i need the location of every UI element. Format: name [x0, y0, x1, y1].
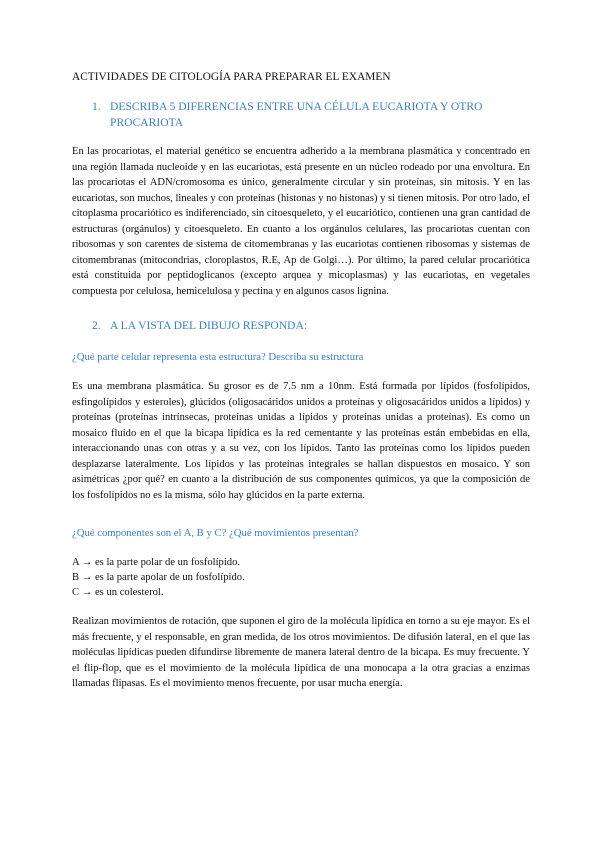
document-title: ACTIVIDADES DE CITOLOGÍA PARA PREPARAR EL EXAMEN — [72, 71, 391, 83]
question-1: ¿Qué parte celular representa esta estructura? Describa su estructura — [72, 351, 364, 363]
arrow-right-icon: → — [81, 587, 93, 598]
components-list — [72, 555, 245, 600]
section-2-heading — [92, 318, 512, 334]
section-1-number: 1. — [92, 100, 101, 113]
section-1-paragraph: En las procariotas, el material genético se encuentra adherido a la membrana plasmática y concentrado en una región llamada nucleoide y en las eucariotas, está presente en un núcleo rodeado por una envoltura. En las procariotas el ADN/cromosoma es único, generalmente circular y sin proteínas, sin mitosis. Y en las eucariotas, son muchos, lineales y con proteínas (histonas y no histonas) y si tienen mitosis. Por otro lado, el citoplasma procariótico es indiferenciado, sin citoesqueleto, y el eucariótico, contienen una gran cantidad de estructuras (orgánulos) y citoesqueleto. En cuanto a los orgánulos celulares, las procariotas cuentan con ribosomas y son carentes de sistema de citomembranas y las eucariotas contienen ribosomas y sistemas de citomembranas (mitocondrias, cloroplastos, R.E, Ap de Golgi…). Por último, la pared celular procariótica está constituida por peptidoglicanos (excepto arquea y micoplasmas) y las eucariotas, en vegetales compuesta por celulosa, hemicelulosa y pectina y en algunos casos lignina. — [72, 146, 530, 297]
section-2-heading-text: A LA VISTA DEL DIBUJO RESPONDA: — [110, 319, 308, 332]
component-item-b: B → es la parte apolar de un fosfolípido. — [72, 572, 245, 583]
component-item-c: C → es un colesterol. — [72, 587, 164, 598]
answer-1-paragraph: Es una membrana plasmática. Su grosor es de 7.5 nm a 10nm. Está formada por lípidos (fosfolípidos, esfingolípidos y esteroles), glúcidos (oligosacáridos unidos a proteínas y oligosacáridos unidos a lípidos) y proteínas (proteínas intrínsecas, proteínas unidas a lípidos y proteínas unidas a proteínas). Es como un mosaico fluido en el que la bicapa lipídica es la red cementante y las proteínas están embebidas en ella, interaccionando unas con otras y a su vez, con los lípidos. Tanto las proteínas como los lípidos pueden desplazarse lateralmente. Los lípidos y las proteínas integrales se hallan dispuestos en mosaico. Y son asimétricas ¿por qué? en cuanto a la distribución de sus componentes químicos, ya que la composición de los fosfolípidos no es la misma, sólo hay glúcidos en la parte externa. — [72, 381, 530, 501]
section-1-heading — [92, 99, 512, 131]
answer-2-paragraph: Realizan movimientos de rotación, que suponen el giro de la molécula lipídica en torno a su eje mayor. Es el más frecuente, y el responsable, en gran medida, de los otros movimientos. De difusión lateral, en el que las moléculas lipídicas pueden difundirse libremente de manera lateral dentro de la bicapa. Es muy frecuente. Y el flip-flop, que es el movimiento de la molécula lipídica de una monocapa a la otra gracias a enzimas llamadas flipasas. Es el movimiento menos frecuente, por usar mucha energía. — [72, 616, 531, 689]
section-1-heading-text: DESCRIBA 5 DIFERENCIAS ENTRE UNA CÉLULA EUCARIOTA Y OTRO PROCARIOTA — [110, 100, 483, 129]
question-2: ¿Qué componentes son el A, B y C? ¿Qué movimientos presentan? — [72, 527, 359, 539]
arrow-right-icon: → — [81, 572, 93, 583]
component-item-a: A → es la parte polar de un fosfolípido. — [72, 557, 241, 568]
section-2-number: 2. — [92, 319, 101, 332]
arrow-right-icon: → — [81, 557, 93, 568]
